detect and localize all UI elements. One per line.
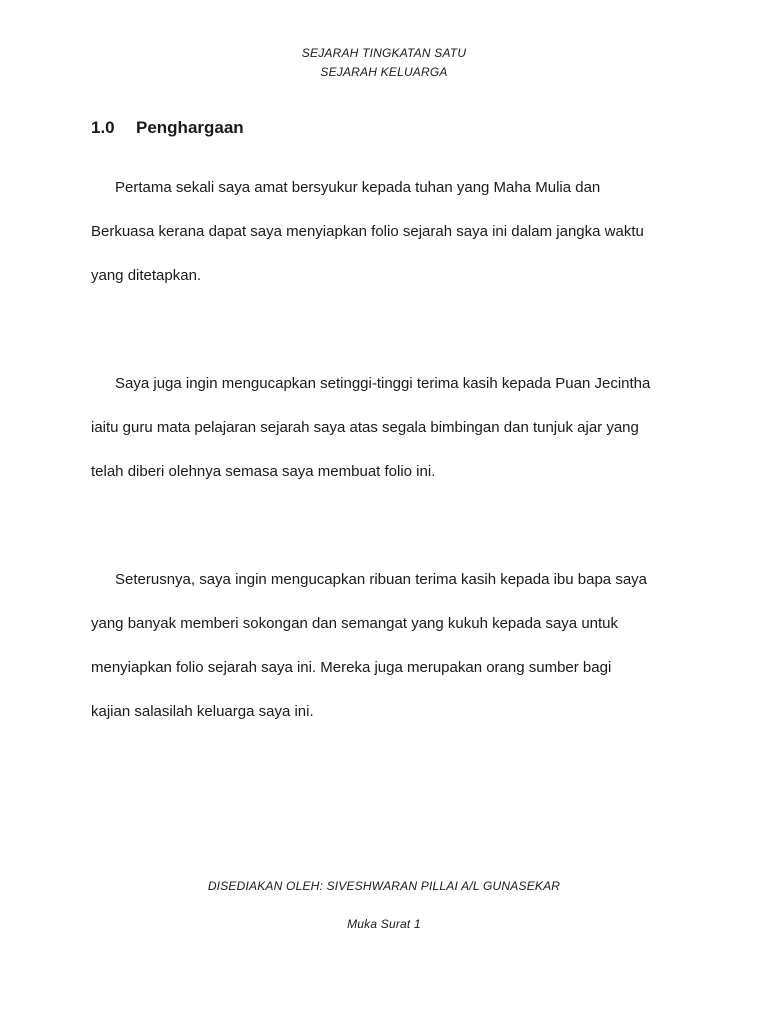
paragraph-line: yang ditetapkan. [91,267,202,284]
section-heading [91,118,244,138]
prepared-by: DISEDIAKAN OLEH: SIVESHWARAN PILLAI A/L GUNASEKAR [207,879,561,893]
paragraph-line: Berkuasa kerana dapat saya menyiapkan folio sejarah saya ini dalam jangka waktu [91,223,644,240]
section-title: Penghargaan [136,118,244,137]
paragraph-line: iaitu guru mata pelajaran sejarah saya atas segala bimbingan dan tunjuk ajar yang [91,419,639,436]
page-number: Muka Surat 1 [347,917,421,931]
header-topic: SEJARAH KELUARGA [320,65,448,79]
page-header [0,44,768,82]
paragraph-gratitude-god [91,166,691,298]
paragraph-line: Seterusnya, saya ingin mengucapkan ribuan terima kasih kepada ibu bapa saya [115,571,648,588]
paragraph-line: menyiapkan folio sejarah saya ini. Mereka juga merupakan orang sumber bagi [91,659,612,676]
paragraph-gratitude-parents [91,558,691,734]
header-subject: SEJARAH TINGKATAN SATU [301,46,467,60]
section-number: 1.0 [91,118,115,137]
paragraph-line: yang banyak memberi sokongan dan semangat yang kukuh kepada saya untuk [91,615,619,632]
paragraph-gratitude-teacher [91,362,691,494]
paragraph-line: telah diberi olehnya semasa saya membuat folio ini. [91,463,436,480]
paragraph-line: kajian salasilah keluarga saya ini. [91,703,314,720]
paragraph-line: Saya juga ingin mengucapkan setinggi-tinggi terima kasih kepada Puan Jecintha [115,375,651,392]
paragraph-line: Pertama sekali saya amat bersyukur kepada tuhan yang Maha Mulia dan [115,179,601,196]
